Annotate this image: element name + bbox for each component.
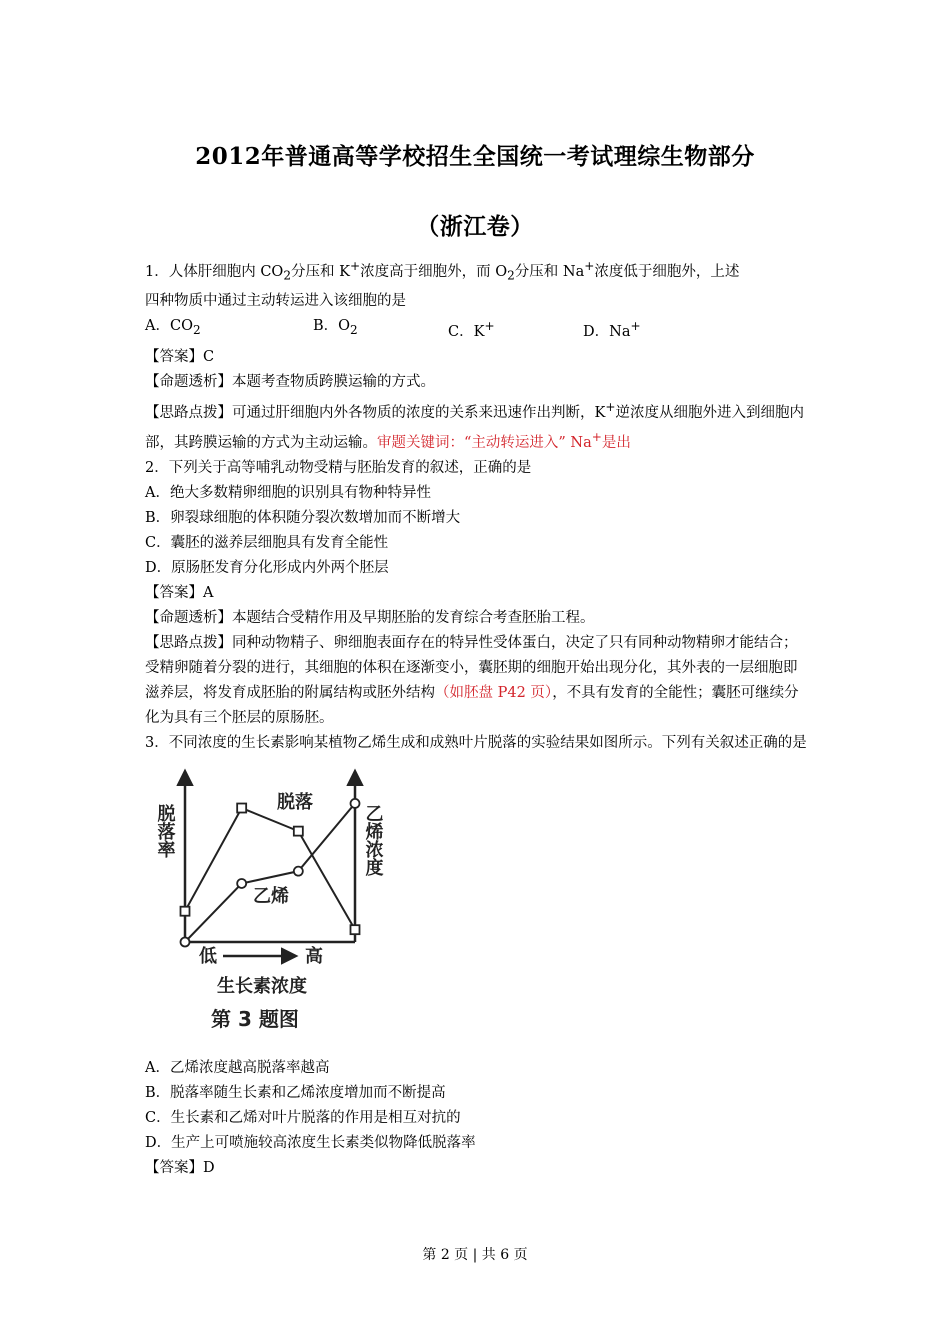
series-0-point-1 bbox=[237, 804, 246, 813]
q1-stem-line2: 四种物质中通过主动转运进入该细胞的是 bbox=[145, 292, 406, 309]
q1-analysis: 【命题透析】本题考查物质跨膜运输的方式。 bbox=[145, 373, 435, 390]
y-label-left: 脱落率 bbox=[155, 804, 176, 859]
y-label-right: 乙烯浓度 bbox=[362, 804, 384, 877]
series-0-point-2 bbox=[294, 827, 303, 836]
q3-option-d: D．生产上可喷施较高浓度生长素类似物降低脱落率 bbox=[145, 1135, 476, 1152]
q1-hint-keyword: 审题关键词：“主动转运进入” Na+是出 bbox=[377, 430, 631, 452]
series-0-point-3 bbox=[351, 925, 360, 934]
q1-stem-line1: 1．人体肝细胞内 $CO_2$分压和 K+浓度高于细胞外，而 $O_2$分压和 Na+浓度低于细胞外，上述 bbox=[145, 259, 740, 283]
page-footer: 第 2 页 | 共 6 页 bbox=[422, 1247, 528, 1263]
q3-option-b: B．脱落率随生长素和乙烯浓度增加而不断提高 bbox=[145, 1085, 446, 1102]
q3-option-c: C．生长素和乙烯对叶片脱落的作用是相互对抗的 bbox=[145, 1110, 461, 1127]
x-axis-label: 生长素浓度 bbox=[217, 976, 307, 998]
series-1-point-2 bbox=[294, 867, 303, 876]
document-body bbox=[145, 254, 807, 1181]
series-line-1 bbox=[185, 804, 355, 943]
q2-option-a: A．绝大多数精卵细胞的识别具有物种特异性 bbox=[145, 485, 431, 502]
series-1-point-3 bbox=[351, 799, 360, 808]
q3-option-a: A．乙烯浓度越高脱落率越高 bbox=[145, 1060, 330, 1077]
q2-hint-reference: （如胚盘 P42 页） bbox=[435, 685, 553, 702]
q2-option-c: C．囊胚的滋养层细胞具有发育全能性 bbox=[145, 535, 389, 552]
q1-option-b: B．$O_2$ bbox=[313, 317, 358, 337]
q1-option-d: D．Na+ bbox=[583, 318, 641, 340]
q3-figure bbox=[155, 760, 425, 1050]
q2-option-d: D．原肠胚发育分化形成内外两个胚层 bbox=[145, 560, 389, 577]
figure-caption: 第 3 题图 bbox=[211, 1007, 299, 1032]
q1-option-c: C．K+ bbox=[448, 318, 495, 340]
q2-option-b: B．卵裂球细胞的体积随分裂次数增加而不断增大 bbox=[145, 510, 461, 527]
q3-answer: 【答案】D bbox=[145, 1160, 215, 1177]
q1-answer: 【答案】C bbox=[145, 348, 215, 365]
series-1-point-0 bbox=[181, 938, 190, 947]
series-label-drop: 脱落 bbox=[277, 792, 313, 814]
q2-hint: 【思路点拨】同种动物精子、卵细胞表面存在的特异性受体蛋白，决定了只有同种动物精卵才能结合；受精卵随着分裂的进行，其细胞的体积在逐渐变小，囊胚期的细胞开始出现分化，其外表的一层细胞即滋养层，将发育成胚胎的附属结构或胚外结构（如胚盘 P42 页），不具有发育的全能性；囊胚可继续分化为具有三个胚层的原肠胚。 bbox=[145, 635, 799, 727]
document-subtitle: （浙江卷） bbox=[416, 213, 534, 240]
series-line-0 bbox=[185, 808, 355, 930]
series-0-point-0 bbox=[181, 907, 190, 916]
series-1-point-1 bbox=[237, 879, 246, 888]
series-label-ethylene: 乙烯 bbox=[253, 886, 289, 908]
series-layer bbox=[181, 799, 360, 947]
q2-stem: 2．下列关于高等哺乳动物受精与胚胎发育的叙述，正确的是 bbox=[145, 460, 532, 477]
x-high-label: 高 bbox=[305, 946, 323, 968]
q2-analysis: 【命题透析】本题结合受精作用及早期胚胎的发育综合考查胚胎工程。 bbox=[145, 610, 595, 627]
q3-chart bbox=[155, 760, 425, 1050]
document-title: 2012年普通高等学校招生全国统一考试理综生物部分 bbox=[195, 143, 755, 170]
q1-options bbox=[145, 314, 807, 345]
q1-hint: 【思路点拨】可通过肝细胞内外各物质的浓度的关系来迅速作出判断，K+逆浓度从细胞外进入到细胞内部，其跨膜运输的方式为主动运输。审题关键词：“主动转运进入” Na+是出 bbox=[145, 399, 804, 452]
q2-answer: 【答案】A bbox=[145, 585, 214, 602]
q3-stem: 3．不同浓度的生长素影响某植物乙烯生成和成熟叶片脱落的实验结果如图所示。下列有关叙述正确的是 bbox=[145, 735, 807, 752]
q1-option-a: A．$CO_2$ bbox=[145, 317, 201, 337]
x-low-label: 低 bbox=[199, 946, 217, 968]
